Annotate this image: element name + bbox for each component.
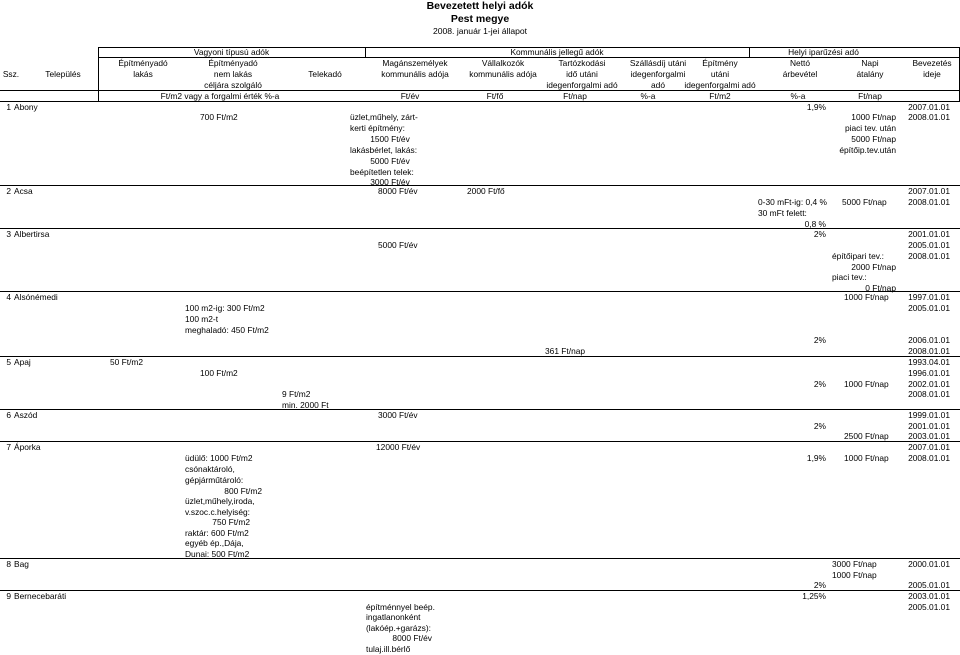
cell-nem-lakas: 100 Ft/m2 [200, 368, 238, 378]
col-epitmeny-nem-lakas: Építményadó [208, 58, 258, 68]
cell-napi-line: piaci tev.: [832, 272, 867, 282]
cell-napi-line: 5000 Ft/nap [851, 134, 896, 144]
cell-netto: 2% [813, 421, 826, 431]
cell-date: 1996.01.01 [908, 368, 950, 378]
row-number: 6 [6, 410, 11, 420]
cell-napi: 1000 Ft/nap [844, 292, 889, 302]
cell-nem-line: üzlet,műhely,iroda, [185, 496, 255, 506]
cell-nem-line: raktár: 600 Ft/m2 [185, 528, 249, 538]
cell-date: 2007.01.01 [908, 442, 950, 452]
row-settlement: Alsónémedi [14, 292, 58, 302]
cell-date: 2007.01.01 [908, 186, 950, 196]
cell-napi-line: 1000 Ft/nap [832, 570, 877, 580]
page-subtitle: Pest megye [450, 13, 510, 25]
page-date: 2008. január 1-jei állapot [432, 26, 528, 36]
cell-date: 2008.01.01 [908, 251, 950, 261]
row-separator [0, 558, 960, 559]
row-number: 2 [6, 186, 11, 196]
cell-netto-line: 0-30 mFt-ig: 0,4 % [758, 197, 827, 207]
cell-mag-line: üzlet,műhely, zárt- [350, 112, 418, 122]
row-settlement: Apaj [14, 357, 31, 367]
row-settlement: Aszód [14, 410, 38, 420]
cell-nem-line: csónaktároló, [185, 464, 235, 474]
cell-napi: 2500 Ft/nap [844, 431, 889, 441]
cell-mag-line: építménnyel beép. [366, 602, 435, 612]
cell-mag: 12000 Ft/év [376, 442, 421, 452]
cell-mag: 8000 Ft/év [378, 186, 418, 196]
col-bevezetes: Bevezetés [912, 58, 952, 68]
cell-date: 2008.01.01 [908, 389, 950, 399]
cell-telek-line: min. 2000 Ft [282, 400, 329, 410]
cell-date: 2005.01.01 [908, 602, 950, 612]
col-epitmeny-idegen: Építmény [702, 58, 738, 68]
cell-date: 2001.01.01 [908, 229, 950, 239]
cell-nem-line: 100 m2-ig: 300 Ft/m2 [185, 303, 265, 313]
unit-epit: Ft/m2 [709, 91, 731, 101]
cell-nem-line: Dunai: 500 Ft/m2 [185, 549, 250, 559]
row-number: 7 [6, 442, 11, 452]
cell-nem-line: v.szoc.c.helyiség: [185, 507, 251, 517]
cell-netto-line: 0,8 % [804, 219, 826, 229]
col-netto-2: árbevétel [782, 69, 818, 79]
cell-date: 2003.01.01 [908, 591, 950, 601]
row-number: 1 [6, 102, 11, 112]
row-settlement: Bernecebaráti [14, 591, 67, 601]
unit-mag: Ft/év [400, 91, 420, 101]
cell-netto: 1,25% [802, 591, 826, 601]
col-epitmeny-lakas-2: lakás [133, 69, 153, 79]
cell-mag: 5000 Ft/év [378, 240, 418, 250]
cell-nem-line: egyéb ép.,Dája, [185, 538, 244, 548]
col-epitmeny-lakas: Építményadó [118, 58, 168, 68]
cell-lakas: 50 Ft/m2 [110, 357, 144, 367]
unit-szall: %-a [640, 91, 656, 101]
row-settlement: Bag [14, 559, 29, 569]
cell-vall: 2000 Ft/fő [467, 186, 505, 196]
cell-netto-line: 30 mFt felett: [758, 208, 807, 218]
col-telepules: Település [45, 69, 81, 79]
cell-napi-line: építőipari tev.: [832, 251, 884, 261]
cell-napi-line: 3000 Ft/nap [832, 559, 877, 569]
unit-tart: Ft/nap [563, 91, 587, 101]
cell-date: 2001.01.01 [908, 421, 950, 431]
cell-nem-lakas: 700 Ft/m2 [200, 112, 238, 122]
cell-date: 2002.01.01 [908, 379, 950, 389]
cell-date: 2000.01.01 [908, 559, 950, 569]
col-vall-kommunalis-2: kommunális adója [469, 69, 537, 79]
unit-vall: Ft/fő [486, 91, 504, 101]
cell-nem-line: 750 Ft/m2 [212, 517, 250, 527]
col-tartozkodasi-3: idegenforgalmi adó [546, 80, 618, 90]
cell-tart: 361 Ft/nap [545, 346, 586, 356]
cell-telek-line: 9 Ft/m2 [282, 389, 311, 399]
cell-netto: 1,9% [806, 453, 826, 463]
cell-mag-line: ingatlanonként [366, 612, 421, 622]
cell-netto: 2% [813, 229, 826, 239]
col-netto: Nettó [789, 58, 811, 68]
col-epitmeny-nem-lakas-3: céljára szolgáló [204, 80, 262, 90]
cell-nem-line: üdülő: 1000 Ft/m2 [185, 453, 253, 463]
cell-nem-line: 100 m2-t [185, 314, 219, 324]
cell-mag-line: tulaj.ill.bérlő [366, 644, 411, 654]
cell-napi-line: építőip.tev.után [839, 145, 896, 155]
row-settlement: Acsa [14, 186, 33, 196]
col-tartozkodasi-2: idő utáni [566, 69, 598, 79]
cell-mag-line: 8000 Ft/év [392, 633, 432, 643]
cell-nem-line: gépjárműtároló: [185, 475, 244, 485]
row-separator [0, 409, 960, 410]
col-vall-kommunalis: Vállalkozók [481, 58, 525, 68]
cell-napi: 1000 Ft/nap [844, 379, 889, 389]
cell-mag-line: 1500 Ft/év [370, 134, 410, 144]
row-number: 8 [6, 559, 11, 569]
cell-netto: 2% [813, 379, 826, 389]
cell-date: 2005.01.01 [908, 580, 950, 590]
cell-date: 1993.04.01 [908, 357, 950, 367]
cell-netto: 2% [813, 335, 826, 345]
group-ipar: Helyi iparűzési adó [788, 47, 859, 57]
cell-date: 2008.01.01 [908, 346, 950, 356]
cell-date: 2005.01.01 [908, 303, 950, 313]
group-kommunalis: Kommunális jellegű adók [510, 47, 604, 57]
cell-nem-line: meghaladó: 450 Ft/m2 [185, 325, 269, 335]
row-settlement: Abony [14, 102, 38, 112]
col-tartozkodasi: Tartózkodási [558, 58, 606, 68]
cell-date: 2005.01.01 [908, 240, 950, 250]
col-szallasdij: Szállásdíj utáni [629, 58, 687, 68]
cell-netto: 2% [813, 580, 826, 590]
row-separator [0, 291, 960, 292]
cell-nem-line: 800 Ft/m2 [224, 486, 262, 496]
col-epitmeny-idegen-2: utáni [710, 69, 730, 79]
col-bevezetes-2: ideje [923, 69, 941, 79]
cell-napi-line: 1000 Ft/nap [851, 112, 896, 122]
cell-date: 2006.01.01 [908, 335, 950, 345]
row-separator [0, 441, 960, 442]
row-settlement: Albertirsa [14, 229, 50, 239]
cell-mag-line: (lakóép.+garázs): [366, 623, 431, 633]
col-napi: Napi [861, 58, 879, 68]
cell-date: 2008.01.01 [908, 112, 950, 122]
cell-netto: 1,9% [806, 102, 826, 112]
col-szallasdij-3: adó [651, 80, 665, 90]
col-napi-2: átalány [856, 69, 884, 79]
col-mag-kommunalis: Magánszemélyek [382, 58, 448, 68]
row-number: 5 [6, 357, 11, 367]
col-telekado: Telekadó [308, 69, 342, 79]
col-mag-kommunalis-2: kommunális adója [381, 69, 449, 79]
cell-mag-line: lakásbérlet, lakás: [350, 145, 418, 155]
col-szallasdij-2: idegenforgalmi [630, 69, 686, 79]
cell-date: 1997.01.01 [908, 292, 950, 302]
unit-epitmeny: Ft/m2 vagy a forgalmi érték %-a [160, 91, 280, 101]
group-vagyoni: Vagyoni típusú adók [193, 47, 270, 57]
row-settlement: Áporka [14, 442, 41, 452]
cell-napi-line: piaci tev. után [844, 123, 896, 133]
cell-date: 2008.01.01 [908, 453, 950, 463]
cell-mag-line: beépítetlen telek: [350, 167, 414, 177]
row-number: 3 [6, 229, 11, 239]
col-epitmeny-nem-lakas-2: nem lakás [213, 69, 253, 79]
cell-date: 2008.01.01 [908, 197, 950, 207]
page-title: Bevezetett helyi adók [426, 0, 534, 12]
row-number: 4 [6, 292, 11, 302]
row-separator [0, 356, 960, 357]
row-number: 9 [6, 591, 11, 601]
cell-napi-line: 0 Ft/nap [865, 283, 896, 293]
cell-napi: 5000 Ft/nap [842, 197, 887, 207]
cell-mag-line: 5000 Ft/év [370, 156, 410, 166]
cell-napi-line: 2000 Ft/nap [851, 262, 896, 272]
cell-mag-line: 3000 Ft/év [370, 177, 410, 187]
cell-napi: 1000 Ft/nap [844, 453, 889, 463]
cell-mag-line: kerti építmény: [350, 123, 405, 133]
cell-mag: 3000 Ft/év [378, 410, 418, 420]
col-ssz: Ssz. [2, 69, 20, 79]
cell-date: 2007.01.01 [908, 102, 950, 112]
unit-netto: %-a [790, 91, 806, 101]
cell-date: 2003.01.01 [908, 431, 950, 441]
unit-napi: Ft/nap [858, 91, 882, 101]
col-epitmeny-idegen-3: idegenforgalmi adó [684, 80, 756, 90]
cell-date: 1999.01.01 [908, 410, 950, 420]
